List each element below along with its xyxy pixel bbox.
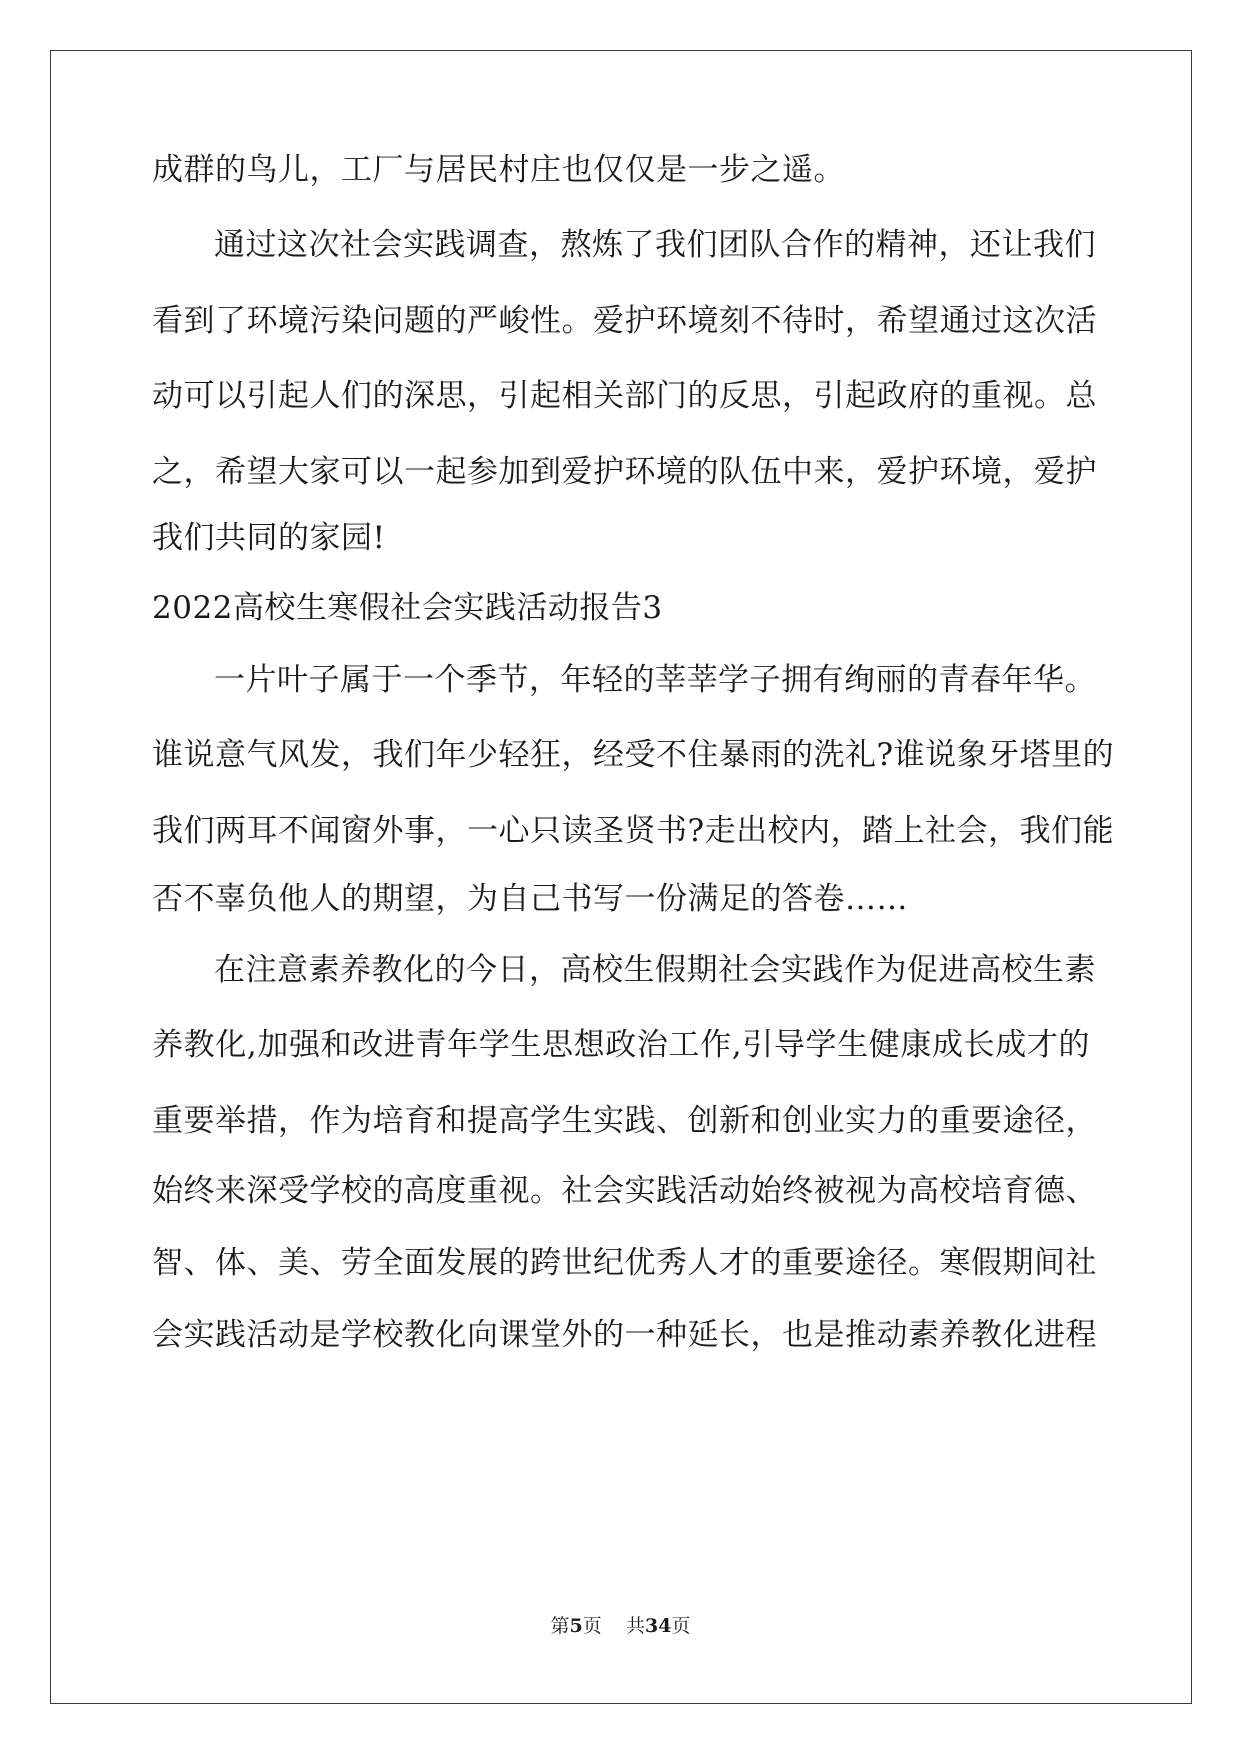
text-line: 我们共同的家园! (152, 520, 386, 556)
text-line: 成群的鸟儿，工厂与居民村庄也仅仅是一步之遥。 (152, 152, 845, 188)
page-suffix: 页 (582, 1615, 602, 1637)
text-line: 看到了环境污染问题的严峻性。爱护环境刻不待时，希望通过这次活 (152, 303, 1097, 339)
paragraph-start-line: 在注意素养教化的今日，高校生假期社会实践作为促进高校生素 (214, 952, 1096, 988)
section-heading: 2022高校生寒假社会实践活动报告3 (152, 590, 663, 626)
text-line: 否不辜负他人的期望，为自己书写一份满足的答卷…… (152, 881, 908, 917)
total-page-count: 34 (644, 1615, 672, 1637)
text-line: 重要举措，作为培育和提高学生实践、创新和创业实力的重要途径， (152, 1103, 1097, 1139)
total-suffix: 页 (671, 1615, 691, 1637)
paragraph-start-line: 一片叶子属于一个季节，年轻的莘莘学子拥有绚丽的青春年华。 (214, 662, 1096, 698)
text-line: 会实践活动是学校教化向课堂外的一种延长，也是推动素养教化进程 (152, 1317, 1097, 1353)
text-line: 智、体、美、劳全面发展的跨世纪优秀人才的重要途径。寒假期间社 (152, 1245, 1097, 1281)
text-line: 之，希望大家可以一起参加到爱护环境的队伍中来，爱护环境，爱护 (152, 454, 1097, 490)
text-line: 我们两耳不闻窗外事，一心只读圣贤书?走出校内，踏上社会，我们能 (152, 813, 1115, 849)
text-line: 谁说意气风发，我们年少轻狂，经受不住暴雨的洗礼?谁说象牙塔里的 (152, 737, 1115, 773)
page-border (50, 50, 1192, 1704)
text-line: 养教化,加强和改进青年学生思想政治工作,引导学生健康成长成才的 (152, 1027, 1090, 1063)
text-line: 始终来深受学校的高度重视。社会实践活动始终被视为高校培育德、 (152, 1173, 1097, 1209)
page-prefix: 第 (550, 1615, 570, 1637)
page-footer (0, 1614, 1241, 1638)
paragraph-start-line: 通过这次社会实践调查，熬炼了我们团队合作的精神，还让我们 (214, 227, 1096, 263)
total-prefix: 共 (625, 1615, 645, 1637)
text-line: 动可以引起人们的深思，引起相关部门的反思，引起政府的重视。总 (152, 378, 1097, 414)
current-page-number: 5 (569, 1615, 583, 1637)
